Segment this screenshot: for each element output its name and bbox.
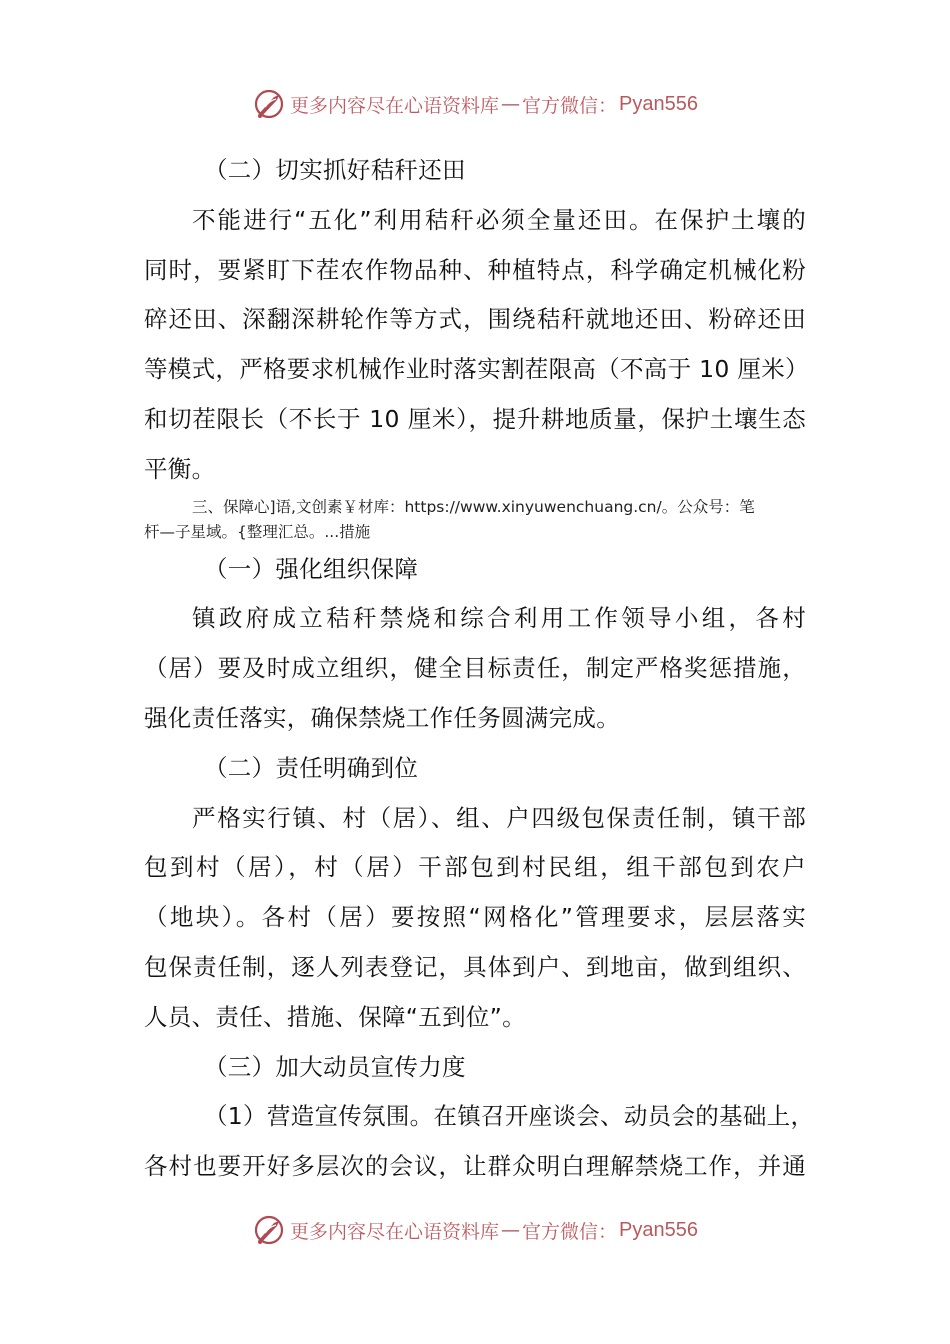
document-body [144, 146, 815, 1192]
subsection-heading: （一）强化组织保障 [204, 554, 419, 583]
paragraph-organization [144, 594, 806, 743]
paragraph-line: 等模式，严格要求机械作业时落实割茬限高（不高于 10 厘米） [144, 355, 809, 384]
banner-wechat-id: Pyan556 [619, 1218, 698, 1241]
paragraph-line: 包到村（居），村（居）干部包到村民组，组干部包到农户 [144, 853, 806, 882]
banner-dash: — [501, 93, 521, 115]
paragraph-line: （1）营造宣传氛围。在镇召开座谈会、动员会的基础上， [204, 1102, 815, 1131]
banner-wechat-label: 官方微信： [522, 1220, 618, 1243]
paragraph-line: 平衡。 [144, 454, 216, 483]
small-heading-line: 杆—子星域。{整理汇总。...措施 [144, 522, 371, 541]
paragraph-straw-return [144, 196, 809, 495]
paragraph-line: 和切茬限长（不长于 10 厘米），提升耕地质量，保护土壤生态 [144, 404, 806, 433]
banner-wechat-label: 官方微信： [522, 94, 618, 117]
footer-banner [0, 1208, 950, 1252]
paragraph-line: 严格实行镇、村（居）、组、户四级包保责任制，镇干部 [192, 803, 806, 832]
paragraph-line: 碎还田、深翻深耕轮作等方式，围绕秸秆就地还田、粉碎还田 [144, 305, 806, 334]
banner-dash: — [501, 1219, 521, 1241]
paragraph-responsibility [144, 794, 806, 1043]
paragraph-line: 人员、责任、措施、保障“五到位”。 [144, 1002, 526, 1031]
section-heading-safeguards [144, 495, 806, 545]
paragraph-line: （地块）。各村（居）要按照“网格化”管理要求，层层落实 [144, 903, 806, 932]
paragraph-publicity [144, 1092, 815, 1192]
pen-circle-logo-icon [252, 87, 286, 121]
paragraph-line: 不能进行“五化”利用秸秆必须全量还田。在保护土壤的 [192, 205, 806, 234]
banner-library-text: 更多内容尽在心语资料库 [290, 1220, 500, 1243]
paragraph-line: 包保责任制，逐人列表登记，具体到户、到地亩，做到组织、 [144, 952, 806, 981]
banner-wechat-id: Pyan556 [619, 92, 698, 115]
paragraph-line: （居）要及时成立组织，健全目标责任，制定严格奖惩措施， [144, 654, 806, 683]
subsection-heading: （二）责任明确到位 [204, 753, 419, 782]
pen-circle-logo-icon [252, 1213, 286, 1247]
paragraph-line: 同时，要紧盯下茬农作物品种、种植特点，科学确定机械化粉 [144, 255, 806, 284]
small-heading-line: 三、保障心]语,文创素￥材库：https://www.xinyuwenchuang.cn/。公众号：笔 [192, 497, 755, 516]
subsection-heading: （三）加大动员宣传力度 [204, 1052, 466, 1081]
section-heading: （二）切实抓好秸秆还田 [204, 156, 466, 184]
banner-library-text: 更多内容尽在心语资料库 [290, 94, 500, 117]
paragraph-line: 各村也要开好多层次的会议，让群众明白理解禁烧工作，并通 [144, 1152, 806, 1181]
header-banner [0, 82, 950, 126]
paragraph-line: 镇政府成立秸秆禁烧和综合利用工作领导小组，各村 [192, 604, 806, 633]
paragraph-line: 强化责任落实，确保禁烧工作任务圆满完成。 [144, 703, 620, 732]
